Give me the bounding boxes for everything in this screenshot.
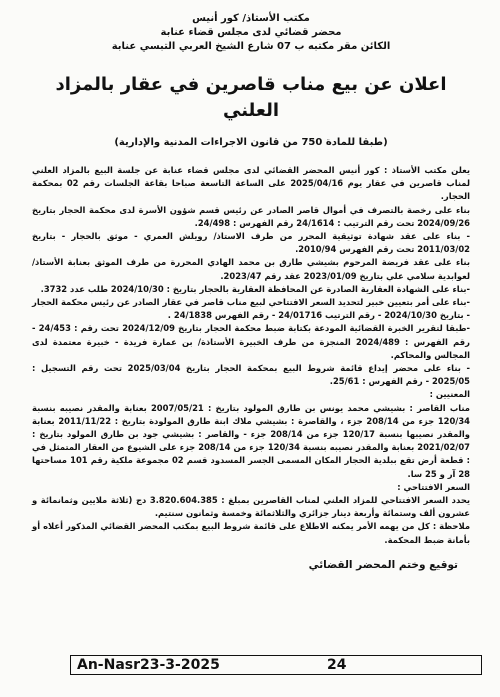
body-paragraph: يعلن مكتب الأستاذ : كور أنيس المحضر القضائي لدى مجلس قضاء عنابة عن جلسة البيع بالمزاد العلني لمناب قاصرين في عقار يوم 2025/04/16 على الساعة التاسعة صباحا بقاعة الجلسات رقم 02 بمحكمة الحجار.: [32, 165, 471, 202]
office-title: محضر قضائي لدى مجلس قضاء عنابة: [160, 27, 342, 38]
notice-subtitle: (طبقا للمادة 750 من قانون الاجراءات المدنية والإدارية): [114, 137, 388, 148]
page-number: 24: [327, 657, 347, 673]
office-name: مكتب الأستاذ/ كور أنيس: [192, 13, 310, 24]
notice-title: اعلان عن بيع مناب قاصرين في عقار بالمزاد العلني: [55, 74, 447, 121]
publication-date: An-Nasr23-3-2025: [77, 657, 220, 673]
page-footer: [70, 655, 482, 675]
body-paragraph: -طبقا لتقرير الخبرة القضائية المودعة بكتابة ضبط محكمة الحجار بتاريخ 2024/12/09 تحت رقم : 24/453 - رقم الفهرس : 2024/489 المنجزة من طرف الخبيرة الأستاذة/ بن عمارة فريدة - خبيرة معتمدة لدى المجالس والمحاكم.: [32, 323, 470, 360]
body-paragraph: يحدد السعر الافتتاحي للمزاد العلني لمناب القاصرين بمبلغ : 3.820.604.385 دج (ثلاثة ملايين وثمانمائة و عشرون ألف وستمائة وأربعة دينار جزائري والثلاثمائة وخمسة وثمانون سنتيم.: [32, 495, 470, 519]
body-paragraph: - بناء على محضر إيداع قائمة شروط البيع بمحكمة الحجار بتاريخ 2025/03/04 تحت رقم التسجيل : 2025/05 - رقم الفهرس : 25/61.: [32, 363, 470, 387]
notice-body: [32, 164, 470, 547]
body-paragraph: ملاحظة : كل من يهمه الأمر يمكنه الاطلاع على قائمة شروط البيع بمكتب المحضر القضائي المذكور أعلاه أو بأمانة ضبط المحكمة.: [32, 521, 470, 545]
body-paragraph: بناء على رخصة بالتصرف في أموال قاصر الصادر عن رئيس قسم شؤون الأسرة لدى محكمة الحجار بتاريخ 2024/09/26 تحت رقم الترتيب : 24/1614 رقم الفهرس : 24/498.: [32, 204, 470, 228]
body-paragraph: -بناء على أمر بتعيين خبير لتحديد السعر الافتتاحي لبيع مناب قاصر في عقار الصادر عن رئيس محكمة الحجار - بتاريخ 2024/10/30 - رقم الترتيب 24/01716 - رقم الفهرس 24/1838 .: [32, 297, 470, 321]
body-paragraph: - بناء على عقد شهادة توثيقية المحرر من طرف الاستاذ/ رويلش العمري - موثق بالحجار - بتاريخ 2011/03/02 تحت رقم الفهرس 2010/94.: [32, 231, 470, 255]
section-heading: السعر الافتتاحي :: [397, 481, 470, 492]
signature-line: توقيع وختم المحضر القضائي: [308, 558, 458, 571]
office-address: الكائن مقر مكتبه ب 07 شارع الشيخ العربي التبسي عنابة: [111, 41, 391, 52]
section-heading: المعنيين :: [429, 389, 470, 400]
body-paragraph: -بناء على الشهادة العقارية الصادرة عن المحافظة العقارية بالحجار بتاريخ : 2024/10/30 طلب عدد 3732.: [40, 283, 470, 294]
body-paragraph: مناب القاصر : بشيشي محمد يونس بن طارق المولود بتاريخ : 2007/05/21 بعنابة والمقدر نصيبه بنسبة 120/34 جزء من 208/14 جزء ، والقاصرة : بشيشي ملاك ابنة طارق المولودة بتاريخ : 2011/11/22 بعنابة والمقدر نصيبها بنسبة 120/17 جزء من 208/14 جزء - والقاصر : بشيشي جود بن طارق المولود بتاريخ : 2021/02/07 بعنابة والمقدر نصيبه بنسبة 120/34 جزء من 208/14 جزء على الشيوع من العقار المتمثل في : قطعة أرض تقع ببلدية الحجار المكان المسمى الجسر المسدود قسم 02 مجموعة ملكية رقم 101 مساحتها 28 آر و 25 سا.: [32, 402, 471, 479]
body-paragraph: بناء على عقد فريضة المرحوم بشيشي طارق بن محمد الهادي المحررة من طرف الموثق بعنابة الأستاذ/ لعوابدية سلامي علي بتاريخ 2023/01/09 عقد رقم 2023/47.: [32, 257, 470, 281]
legal-notice: [22, 10, 480, 650]
